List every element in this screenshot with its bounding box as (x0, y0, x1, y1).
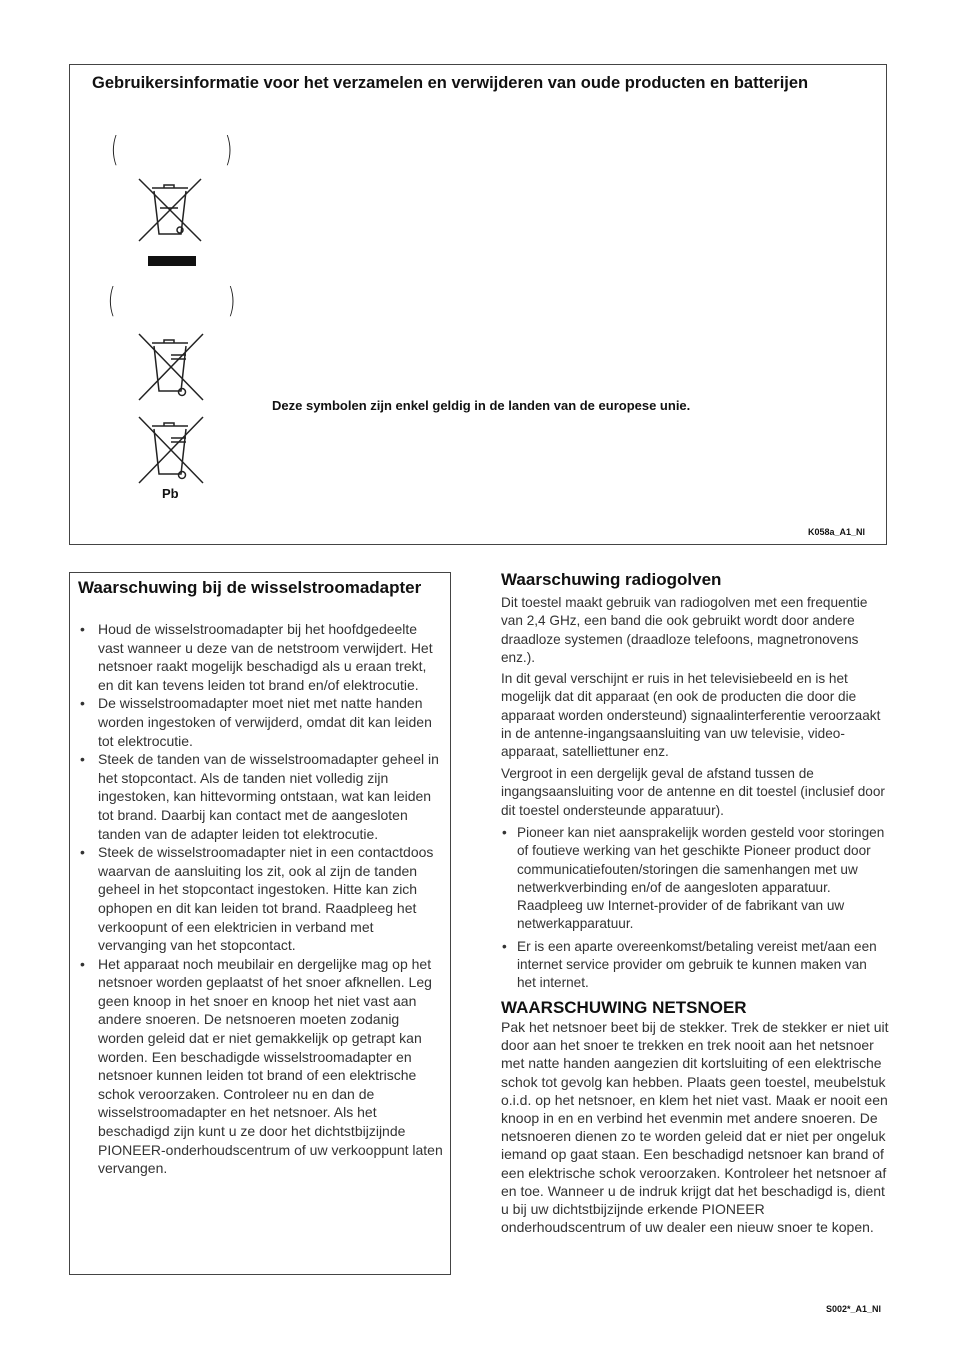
radio-warning-paragraph: In dit geval verschijnt er ruis in het televisiebeeld en is het mogelijk dat dit apparaat (en ook de producten die door die apparaat worden ondersteund) signaalinterferentie veroorzaakt in de antenne-ingangsaansluiting van uw televisie, video-apparaat, satelliettuner enz. (501, 671, 881, 760)
list-item: • Het apparaat noch meubilair en dergelijke mag op het netsnoer worden geplaatst of het snoer afknellen. Leg geen knoop in het snoer en knoop het niet vast aan andere snoeren. De netsnoeren moeten zodanig worden geleid dat er niet gemakkelijk op getrapt kan worden. Een beschadigde wisselstroomadapter en netsnoer kunnen leiden tot brand of een elektrische schok veroorzaken. Controleer nu en dan de wisselstroomadapter en het netsnoer. Als het beschadigd zijn kunt u ze door het dichtstbijzijnde PIONEER-onderhoudscentrum of uw verkooppunt laten vervangen. (78, 955, 444, 1178)
pb-label: Pb (162, 486, 179, 501)
list-item: • Houd de wisselstroomadapter bij het hoofdgedeelte vast wanneer u deze van de netstroom verwijdert. Het netsnoer raakt mogelijk beschadigd als u eraan trekt, en dit kan tevens leiden tot brand en/of elektrocutie. (78, 620, 444, 694)
bracket-open: ( (110, 130, 119, 170)
adapter-warning-heading: Waarschuwing bij de wisselstroomadapter (78, 578, 422, 597)
radio-warning-heading: Waarschuwing radiogolven (501, 570, 722, 589)
radio-warning-paragraph: Dit toestel maakt gebruik van radiogolven met een frequentie van 2,4 GHz, een band die ook gebruikt wordt door andere draadloze systemen (draadloze telefoons, magnetronovens enz.). (501, 595, 868, 665)
document-code: K058a_A1_Nl (808, 527, 866, 537)
crossed-out-wheelie-bin-icon (138, 333, 204, 401)
list-item: • De wisselstroomadapter moet niet met natte handen worden ingestoken of verwijderd, omdat dit kan leiden tot elektrocutie. (78, 694, 444, 750)
bracket-open: ( (107, 281, 116, 321)
list-item: • Steek de tanden van de wisselstroomadapter geheel in het stopcontact. Als de tanden niet volledig zijn ingestoken, kan hittevorming ontstaan, wat kan leiden tot brand. Daarbij kan contact met de aangesloten tanden van de adapter leiden tot elektrocutie. (78, 750, 444, 843)
list-item: • Pioneer kan niet aansprakelijk worden gesteld voor storingen of foutieve werking van het geschikte Pioneer product door communicatiefouten/storingen die samenhangen met uw netwerkverbinding en/of de aangesloten apparatuur. Raadpleeg uw Internet-provider of de fabrikant van uw netwerkapparatuur. (501, 824, 887, 934)
document-code: S002*_A1_Nl (826, 1304, 882, 1314)
crossed-out-wheelie-bin-icon (138, 416, 204, 484)
list-item: • Steek de wisselstroomadapter niet in een contactdoos waarvan de aansluiting los zit, ook al zijn de tanden geheel in het stopcontact ingestoken. Hitte kan zich ophopen en dit kan leiden tot brand. Raadpleeg het verkoopunt of een elektricien in verband met vervanging van het stopcontact. (78, 843, 444, 955)
radio-warning-list (501, 824, 887, 997)
power-cord-warning-heading: WAARSCHUWING NETSNOER (501, 998, 747, 1017)
bracket-close: ) (224, 130, 233, 170)
bracket-close: ) (227, 281, 236, 321)
power-cord-warning-text: Pak het netsnoer beet bij de stekker. Trek de stekker er niet uit door aan het snoer te trekken en trek nooit aan het netsnoer met natte handen aangezien dit kortsluiting of een elektrische schok tot gevolg kan hebben. Plaats geen toestel, meubelstuk o.i.d. op het netsnoer, en klem het niet vast. Maak er nooit een knoop in en en verbind het evenmin met andere snoeren. De netsnoeren dienen zo te worden geleid dat er niet per ongeluk iemand op gaat staan. Een beschadigd netsnoer kan brand of een elektrische schok veroorzaken. Kontroleer het netsnoer af en toe. Wanneer u de indruk krijgt dat het beschadigd is, dient u bij uw dichtstbijzijnde erkende PIONEER onderhoudscentrum of uw dealer een nieuw snoer te kopen. (501, 1019, 889, 1236)
disposal-info-title: Gebruikersinformatie voor het verzamelen en verwijderen van oude producten en batterijen (92, 74, 809, 92)
adapter-warning-list (78, 620, 444, 1178)
radio-warning-paragraph: Vergroot in een dergelijk geval de afstand tussen de ingangsaansluiting voor de antenne en dit toestel (inclusief door dit toestel ondersteunde apparatuur). (501, 766, 885, 818)
crossed-out-wheelie-bin-icon (138, 178, 204, 268)
eu-validity-note: Deze symbolen zijn enkel geldig in de landen van de europese unie. (272, 398, 691, 413)
list-item: • Er is een aparte overeenkomst/betaling vereist met/aan een internet service provider om gebruik te kunnen maken van het internet. (501, 938, 887, 993)
